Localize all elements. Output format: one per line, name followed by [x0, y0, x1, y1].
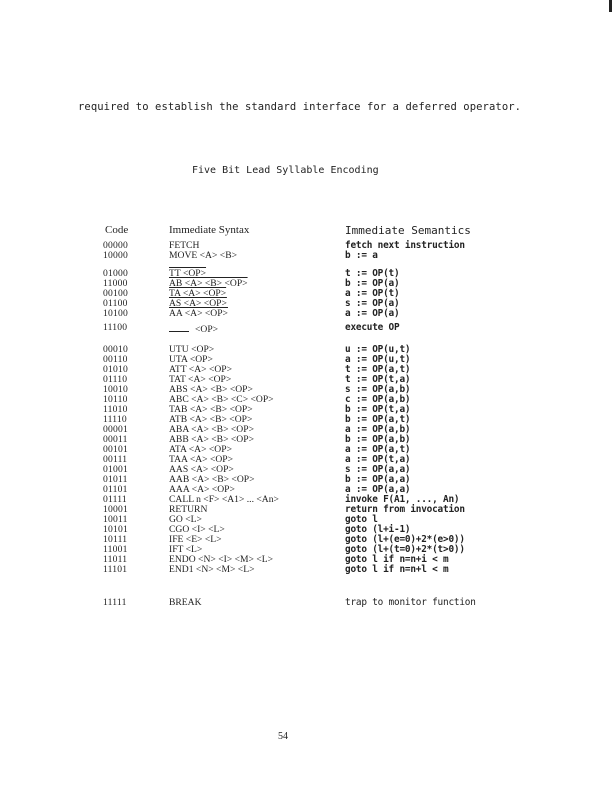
semantics-cell: b := OP(a,a): [345, 474, 411, 485]
syntax-text: CALL n <F> <A1> ... <An>: [169, 494, 279, 505]
code-cell: 10011: [103, 514, 128, 525]
code-cell: 10001: [103, 504, 128, 515]
syntax-cell: [169, 323, 218, 335]
table-row: [0, 505, 612, 515]
code-cell: 01111: [103, 494, 127, 505]
syntax-text: AAA <A> <OP>: [169, 484, 235, 495]
table-row: [0, 251, 612, 261]
table-row: [0, 565, 612, 575]
syntax-text: BREAK: [169, 597, 202, 608]
semantics-cell: s := OP(a,a): [345, 464, 411, 475]
syntax-text: AS <A> <OP>: [169, 298, 227, 309]
semantics-cell: fetch next instruction: [345, 240, 465, 251]
page-number: 54: [278, 731, 288, 742]
code-cell: 01110: [103, 374, 128, 385]
code-cell: 01001: [103, 464, 128, 475]
table-row: [0, 355, 612, 365]
code-cell: 01101: [103, 484, 128, 495]
syntax-cell: [169, 251, 237, 261]
syntax-text: ATA <A> <OP>: [169, 444, 232, 455]
syntax-text: ABC <A> <B> <C> <OP>: [169, 394, 274, 405]
syntax-text: AAS <A> <OP>: [169, 464, 234, 475]
table-row: [0, 269, 612, 279]
table-row: [0, 365, 612, 375]
row-group: [0, 345, 612, 495]
code-cell: 00011: [103, 434, 128, 445]
table-row: [0, 545, 612, 555]
table-row: [0, 445, 612, 455]
semantics-cell: b := a: [345, 250, 378, 261]
code-cell: 11010: [103, 404, 128, 415]
code-cell: 01100: [103, 298, 128, 309]
table-row: [0, 375, 612, 385]
syntax-text: ENDO <N> <I> <M> <L>: [169, 554, 274, 565]
code-cell: 01010: [103, 364, 128, 375]
code-cell: 11111: [103, 597, 127, 608]
syntax-text: UTA <OP>: [169, 354, 213, 365]
code-cell: 00001: [103, 424, 128, 435]
semantics-cell: a := OP(a,a): [345, 484, 411, 495]
table-row: [0, 435, 612, 445]
semantics-cell: t := OP(a,t): [345, 364, 411, 375]
code-cell: 10000: [103, 250, 128, 261]
table-row: [0, 535, 612, 545]
syntax-text: TAB <A> <B> <OP>: [169, 404, 253, 415]
table-row: [0, 345, 612, 355]
syntax-text: ABB <A> <B> <OP>: [169, 434, 254, 445]
header-semantics: Immediate Semantics: [345, 224, 471, 237]
syntax-cell: [169, 598, 202, 608]
table-row: [0, 323, 612, 333]
table-row: [0, 598, 612, 608]
table-row: [0, 525, 612, 535]
semantics-cell: c := OP(a,b): [345, 394, 411, 405]
syntax-text: TT <OP>: [169, 268, 207, 279]
table-row: [0, 405, 612, 415]
code-cell: 11000: [103, 278, 128, 289]
semantics-cell: trap to monitor function: [345, 597, 476, 608]
semantics-cell: goto (l+i-1): [345, 524, 411, 535]
code-cell: 00111: [103, 454, 128, 465]
semantics-cell: execute OP: [345, 322, 400, 333]
table-row: [0, 485, 612, 495]
syntax-text: CGO <I> <L>: [169, 524, 225, 535]
semantics-cell: a := OP(a,b): [345, 424, 411, 435]
code-cell: 11101: [103, 564, 128, 575]
intro-text: required to establish the standard interface for a deferred operator.: [78, 101, 522, 113]
semantics-cell: s := OP(a,b): [345, 384, 411, 395]
table-row: [0, 495, 612, 505]
table-row: [0, 425, 612, 435]
code-cell: 01000: [103, 268, 128, 279]
table-row: [0, 299, 612, 309]
syntax-text: ATB <A> <B> <OP>: [169, 414, 253, 425]
syntax-cell: [169, 309, 228, 319]
semantics-cell: goto (l+(e=0)+2*(e>0)): [345, 534, 465, 545]
semantics-cell: a := OP(u,t): [345, 354, 411, 365]
row-group: [0, 269, 612, 319]
semantics-cell: goto l: [345, 514, 378, 525]
code-cell: 10111: [103, 534, 128, 545]
table-row: [0, 309, 612, 319]
syntax-text: UTU <OP>: [169, 344, 215, 355]
code-cell: 10100: [103, 308, 128, 319]
syntax-text: MOVE <A> <B>: [169, 250, 238, 261]
syntax-text: FETCH: [169, 240, 200, 251]
table-row: [0, 465, 612, 475]
table-row: [0, 385, 612, 395]
syntax-text: RETURN: [169, 504, 208, 515]
header-code: Code: [105, 224, 129, 236]
table-row: [0, 455, 612, 465]
row-group: [0, 323, 612, 333]
code-cell: 11110: [103, 414, 127, 425]
semantics-cell: goto (l+(t=0)+2*(t>0)): [345, 544, 465, 555]
syntax-cell: [169, 565, 255, 575]
syntax-text: TA <A> <OP>: [169, 288, 227, 299]
semantics-cell: b := OP(a,t): [345, 414, 411, 425]
code-cell: 11100: [103, 322, 128, 333]
semantics-cell: b := OP(t,a): [345, 404, 411, 415]
table-title: Five Bit Lead Syllable Encoding: [192, 165, 379, 176]
syntax-text: ATT <A> <OP>: [169, 364, 233, 375]
semantics-cell: goto l if n=n+l < m: [345, 564, 449, 575]
table-row: [0, 475, 612, 485]
code-cell: 00100: [103, 288, 128, 299]
syntax-text: ABS <A> <B> <OP>: [169, 384, 253, 395]
semantics-cell: u := OP(u,t): [345, 344, 411, 355]
table-header: [0, 224, 612, 238]
semantics-cell: a := OP(a,t): [345, 444, 411, 455]
table-row: [0, 241, 612, 251]
syntax-text: <OP>: [195, 324, 219, 335]
semantics-cell: b := OP(a): [345, 278, 400, 289]
code-cell: 10010: [103, 384, 128, 395]
code-cell: 00101: [103, 444, 128, 455]
code-cell: 11001: [103, 544, 128, 555]
code-cell: 01011: [103, 474, 128, 485]
table-row: [0, 289, 612, 299]
blank-placeholder: [169, 323, 189, 332]
semantics-cell: goto l if n=n+i < m: [345, 554, 449, 565]
semantics-cell: a := OP(a): [345, 308, 400, 319]
semantics-cell: a := OP(t): [345, 288, 400, 299]
table-row: [0, 395, 612, 405]
syntax-text: IFE <E> <L>: [169, 534, 222, 545]
semantics-cell: a := OP(t,a): [345, 454, 411, 465]
code-cell: 10101: [103, 524, 128, 535]
syntax-text: GO <L>: [169, 514, 202, 525]
syntax-text: AAB <A> <B> <OP>: [169, 474, 255, 485]
semantics-cell: s := OP(a): [345, 298, 400, 309]
table-row: [0, 515, 612, 525]
table-row: [0, 415, 612, 425]
syntax-text: ABA <A> <B> <OP>: [169, 424, 254, 435]
row-group: [0, 495, 612, 575]
table-row: [0, 555, 612, 565]
code-cell: 00010: [103, 344, 128, 355]
row-group: [0, 241, 612, 261]
syntax-text: TAT <A> <OP>: [169, 374, 232, 385]
semantics-cell: return from invocation: [345, 504, 465, 515]
code-cell: 11011: [103, 554, 128, 565]
code-cell: 00110: [103, 354, 128, 365]
table-row: [0, 279, 612, 289]
semantics-cell: t := OP(t,a): [345, 374, 411, 385]
semantics-cell: invoke F(A1, ..., An): [345, 494, 460, 505]
code-cell: 10110: [103, 394, 128, 405]
row-group: [0, 598, 612, 608]
syntax-text: IFT <L>: [169, 544, 203, 555]
syntax-text: TAA <A> <OP>: [169, 454, 234, 465]
code-cell: 00000: [103, 240, 128, 251]
syntax-text: AA <A> <OP>: [169, 308, 228, 319]
syntax-text: AB <A> <B> <OP>: [169, 278, 248, 289]
syntax-text: END1 <N> <M> <L>: [169, 564, 255, 575]
header-syntax: Immediate Syntax: [169, 224, 250, 236]
semantics-cell: t := OP(t): [345, 268, 400, 279]
semantics-cell: b := OP(a,b): [345, 434, 411, 445]
